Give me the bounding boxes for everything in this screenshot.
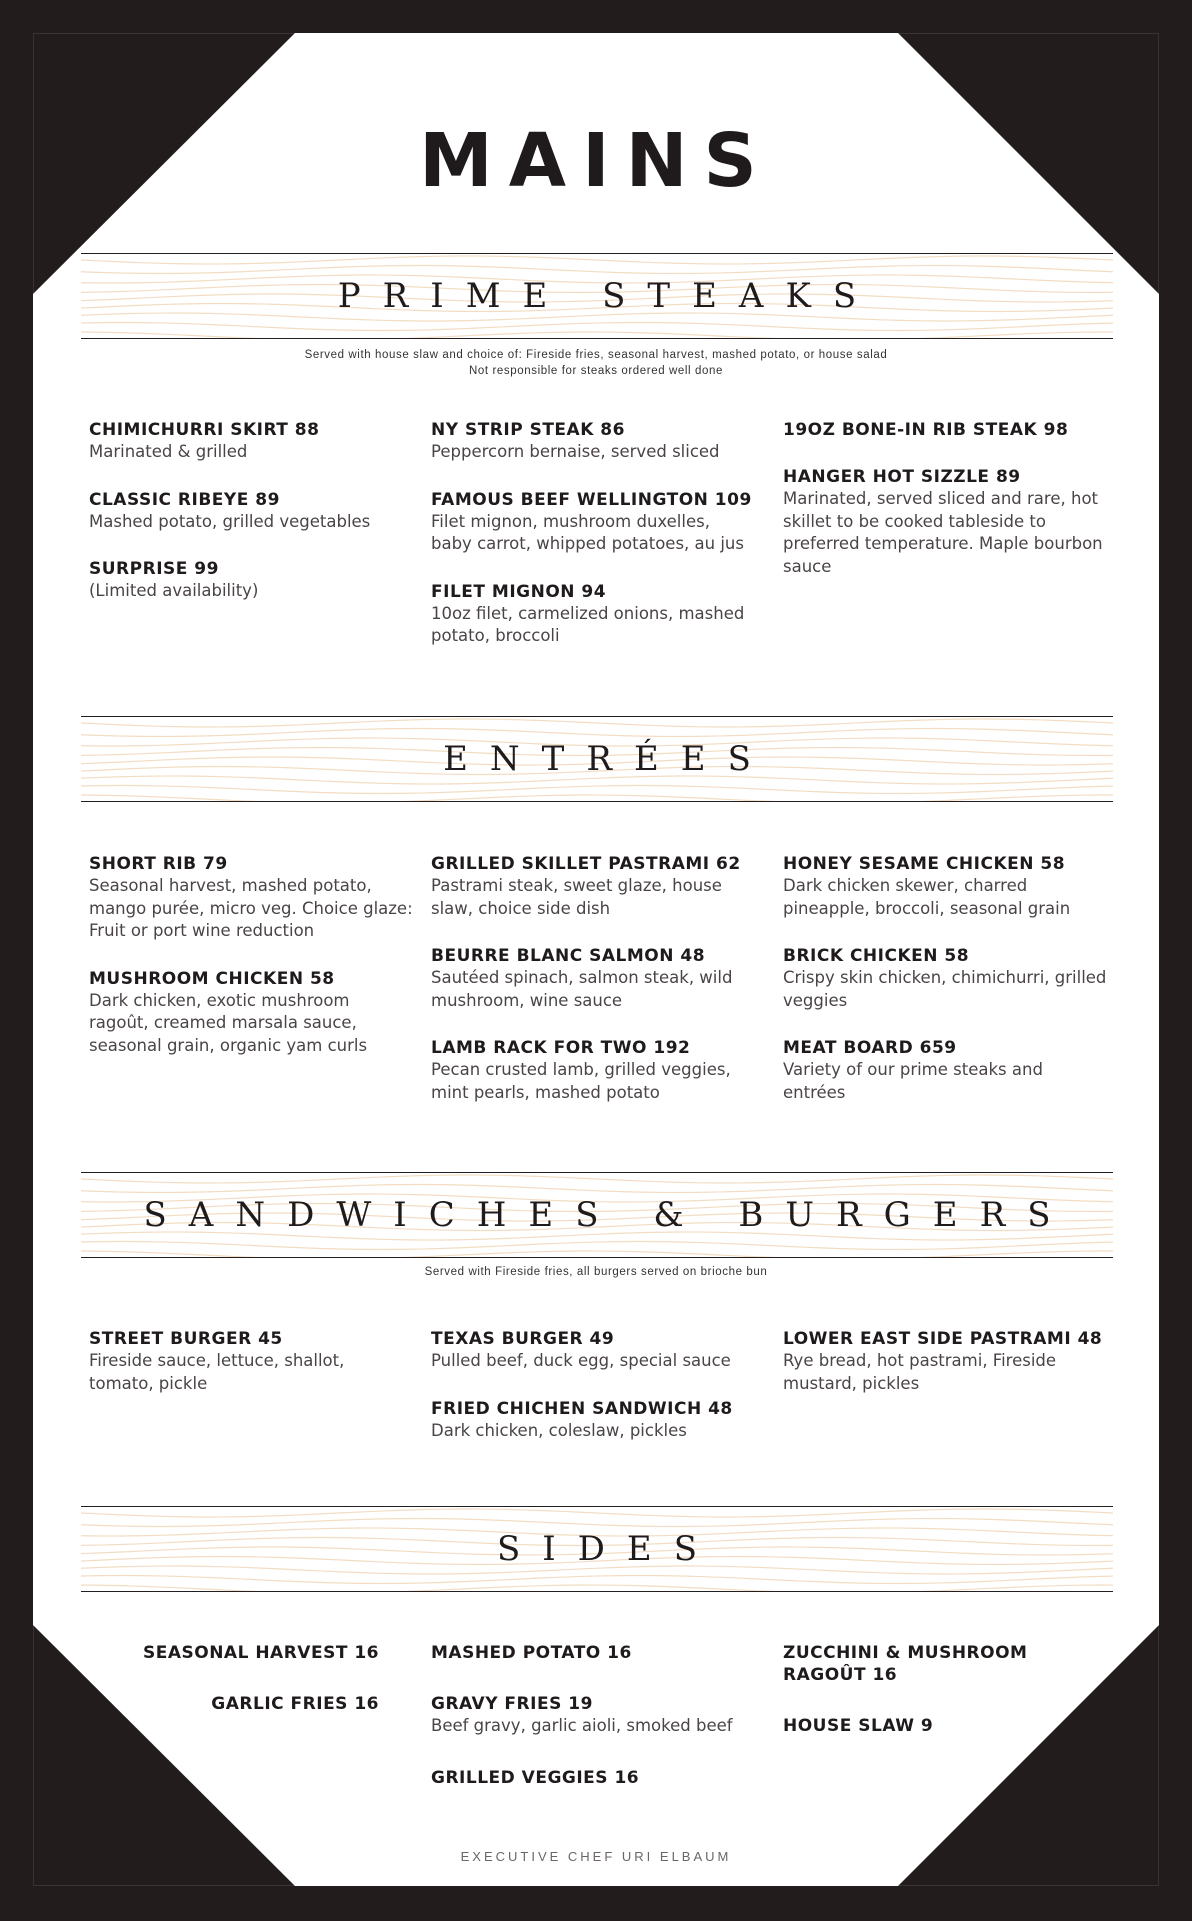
menu-column-2 [431,419,756,673]
menu-item [431,489,756,556]
menu-column-3 [783,419,1108,603]
menu-item [89,558,414,603]
menu-item [89,489,414,534]
chef-credit: EXECUTIVE CHEF URI ELBAUM [460,1849,732,1864]
menu-item-description: Variety of our prime steaks and entrées [783,1060,1043,1102]
section-note: Served with Fireside fries, all burgers served on brioche bun [424,1266,768,1278]
page-title: MAINS [419,118,773,204]
menu-item-name: SEASONAL HARVEST 16 [142,1643,379,1663]
menu-item-description: Dark chicken, exotic mushroom ragoût, creamed marsala sauce, seasonal grain, organic yam curls [89,990,368,1055]
menu-item-name: BEURRE BLANC SALMON 48 [431,946,706,966]
menu-item-name: MUSHROOM CHICKEN 58 [89,968,335,989]
menu-item [54,1693,379,1715]
menu-item [89,968,414,1058]
menu-item-name: GRILLED VEGGIES 16 [431,1767,640,1788]
menu-item [89,853,414,943]
menu-item-name: CLASSIC RIBEYE 89 [89,489,280,510]
menu-item [431,1037,756,1104]
menu-item-name: TEXAS BURGER 49 [431,1329,615,1349]
menu-item-description: Pecan crusted lamb, grilled veggies, mint pearls, mashed potato [431,1060,731,1102]
menu-column-1 [89,853,414,1082]
menu-item-description: Mashed potato, grilled vegetables [89,511,371,531]
menu-item [431,581,756,648]
menu-item-name: LAMB RACK FOR TWO 192 [431,1038,691,1058]
menu-item-name: LOWER EAST SIDE PASTRAMI 48 [783,1329,1103,1349]
menu-item [783,1328,1108,1395]
menu-item-description: 10oz filet, carmelized onions, mashed potato, broccoli [431,603,745,645]
section-title: SANDWICHES & BURGERS [143,1195,1073,1235]
menu-column-1 [54,1642,379,1744]
menu-item [431,1328,756,1373]
menu-item [431,1693,756,1738]
menu-item-name: FRIED CHICHEN SANDWICH 48 [431,1398,733,1419]
menu-item [783,853,1108,920]
menu-item-name: SHORT RIB 79 [89,854,228,874]
menu-item-name: FAMOUS BEEF WELLINGTON 109 [431,489,752,510]
menu-item [89,419,414,464]
menu-item-name: GRILLED SKILLET PASTRAMI 62 [431,854,741,874]
menu-column-3 [783,853,1108,1129]
menu-item-description: Seasonal harvest, mashed potato, mango purée, micro veg. Choice glaze: Fruit or port wine reduction [89,876,413,940]
menu-item-name: GRAVY FRIES 19 [431,1694,593,1714]
section-note: Served with house slaw and choice of: Fireside fries, seasonal harvest, mashed potato, or house salad [304,349,888,361]
menu-item [783,1642,1053,1686]
menu-item-name: HANGER HOT SIZZLE 89 [783,467,1021,487]
menu-item [431,1767,756,1789]
menu-item-name: HONEY SESAME CHICKEN 58 [783,854,1066,874]
menu-item [89,1328,414,1395]
menu-column-1 [89,1328,414,1420]
menu-item-description: Pastrami steak, sweet glaze, house slaw, choice side dish [431,876,722,918]
menu-column-2 [431,853,756,1129]
menu-item-description: Crispy skin chicken, chimichurri, grilled veggies [783,968,1107,1010]
menu-item [783,419,1108,441]
menu-item-name: MASHED POTATO 16 [431,1643,632,1663]
menu-item [783,466,1108,578]
menu-column-1 [89,419,414,628]
menu-item-name: MEAT BOARD 659 [783,1038,957,1058]
menu-item-name: GARLIC FRIES 16 [211,1694,379,1714]
section-header-entrees [81,716,1113,802]
menu-item [431,853,756,920]
menu-item-description: Fireside sauce, lettuce, shallot, tomato, pickle [89,1351,345,1393]
menu-item-name: STREET BURGER 45 [89,1329,283,1349]
section-title: SIDES [496,1529,720,1569]
menu-item-name: 19OZ BONE-IN RIB STEAK 98 [783,420,1069,440]
menu-item-name: HOUSE SLAW 9 [783,1716,934,1736]
section-title: ENTRÉES [443,739,773,779]
menu-item-description: Filet mignon, mushroom duxelles, baby carrot, whipped potatoes, au jus [431,511,744,553]
menu-column-3 [783,1642,1053,1766]
menu-item-description: Dark chicken, coleslaw, pickles [431,1420,687,1440]
section-header-sides [81,1506,1113,1592]
menu-item-description: Marinated & grilled [89,442,248,461]
menu-item-description: (Limited availability) [89,581,259,600]
menu-item-description: Rye bread, hot pastrami, Fireside mustard, pickles [783,1351,1057,1393]
menu-item-description: Dark chicken skewer, charred pineapple, broccoli, seasonal grain [783,876,1071,918]
menu-column-3 [783,1328,1108,1420]
menu-item [54,1642,379,1664]
menu-item-description: Peppercorn bernaise, served sliced [431,442,720,461]
menu-item [431,419,756,464]
menu-column-2 [431,1642,756,1818]
menu-item-description: Sautéed spinach, salmon steak, wild mushroom, wine sauce [431,968,733,1010]
menu-item-name: CHIMICHURRI SKIRT 88 [89,420,320,440]
menu-item-description: Beef gravy, garlic aioli, smoked beef [431,1716,733,1735]
menu-item [431,1398,756,1443]
section-note: Not responsible for steaks ordered well done [469,365,723,377]
menu-item [783,1715,1053,1737]
menu-item-description: Marinated, served sliced and rare, hot skillet to be cooked tableside to preferred temperature. Maple bourbon sauce [783,489,1103,576]
menu-item-name: FILET MIGNON 94 [431,581,607,602]
menu-item-name: BRICK CHICKEN 58 [783,946,970,966]
section-title: PRIME STEAKS [337,276,879,316]
menu-item [431,945,756,1012]
menu-item-name: NY STRIP STEAK 86 [431,420,625,440]
section-header-sandwiches [81,1172,1113,1258]
menu-item-name: ZUCCHINI & MUSHROOM RAGOÛT 16 [783,1643,1028,1685]
section-header-prime-steaks [81,253,1113,339]
menu-column-2 [431,1328,756,1467]
menu-item-name: SURPRISE 99 [89,559,219,579]
menu-item-description: Pulled beef, duck egg, special sauce [431,1351,731,1370]
menu-item [783,1037,1108,1104]
menu-item [783,945,1108,1012]
menu-item [431,1642,756,1664]
